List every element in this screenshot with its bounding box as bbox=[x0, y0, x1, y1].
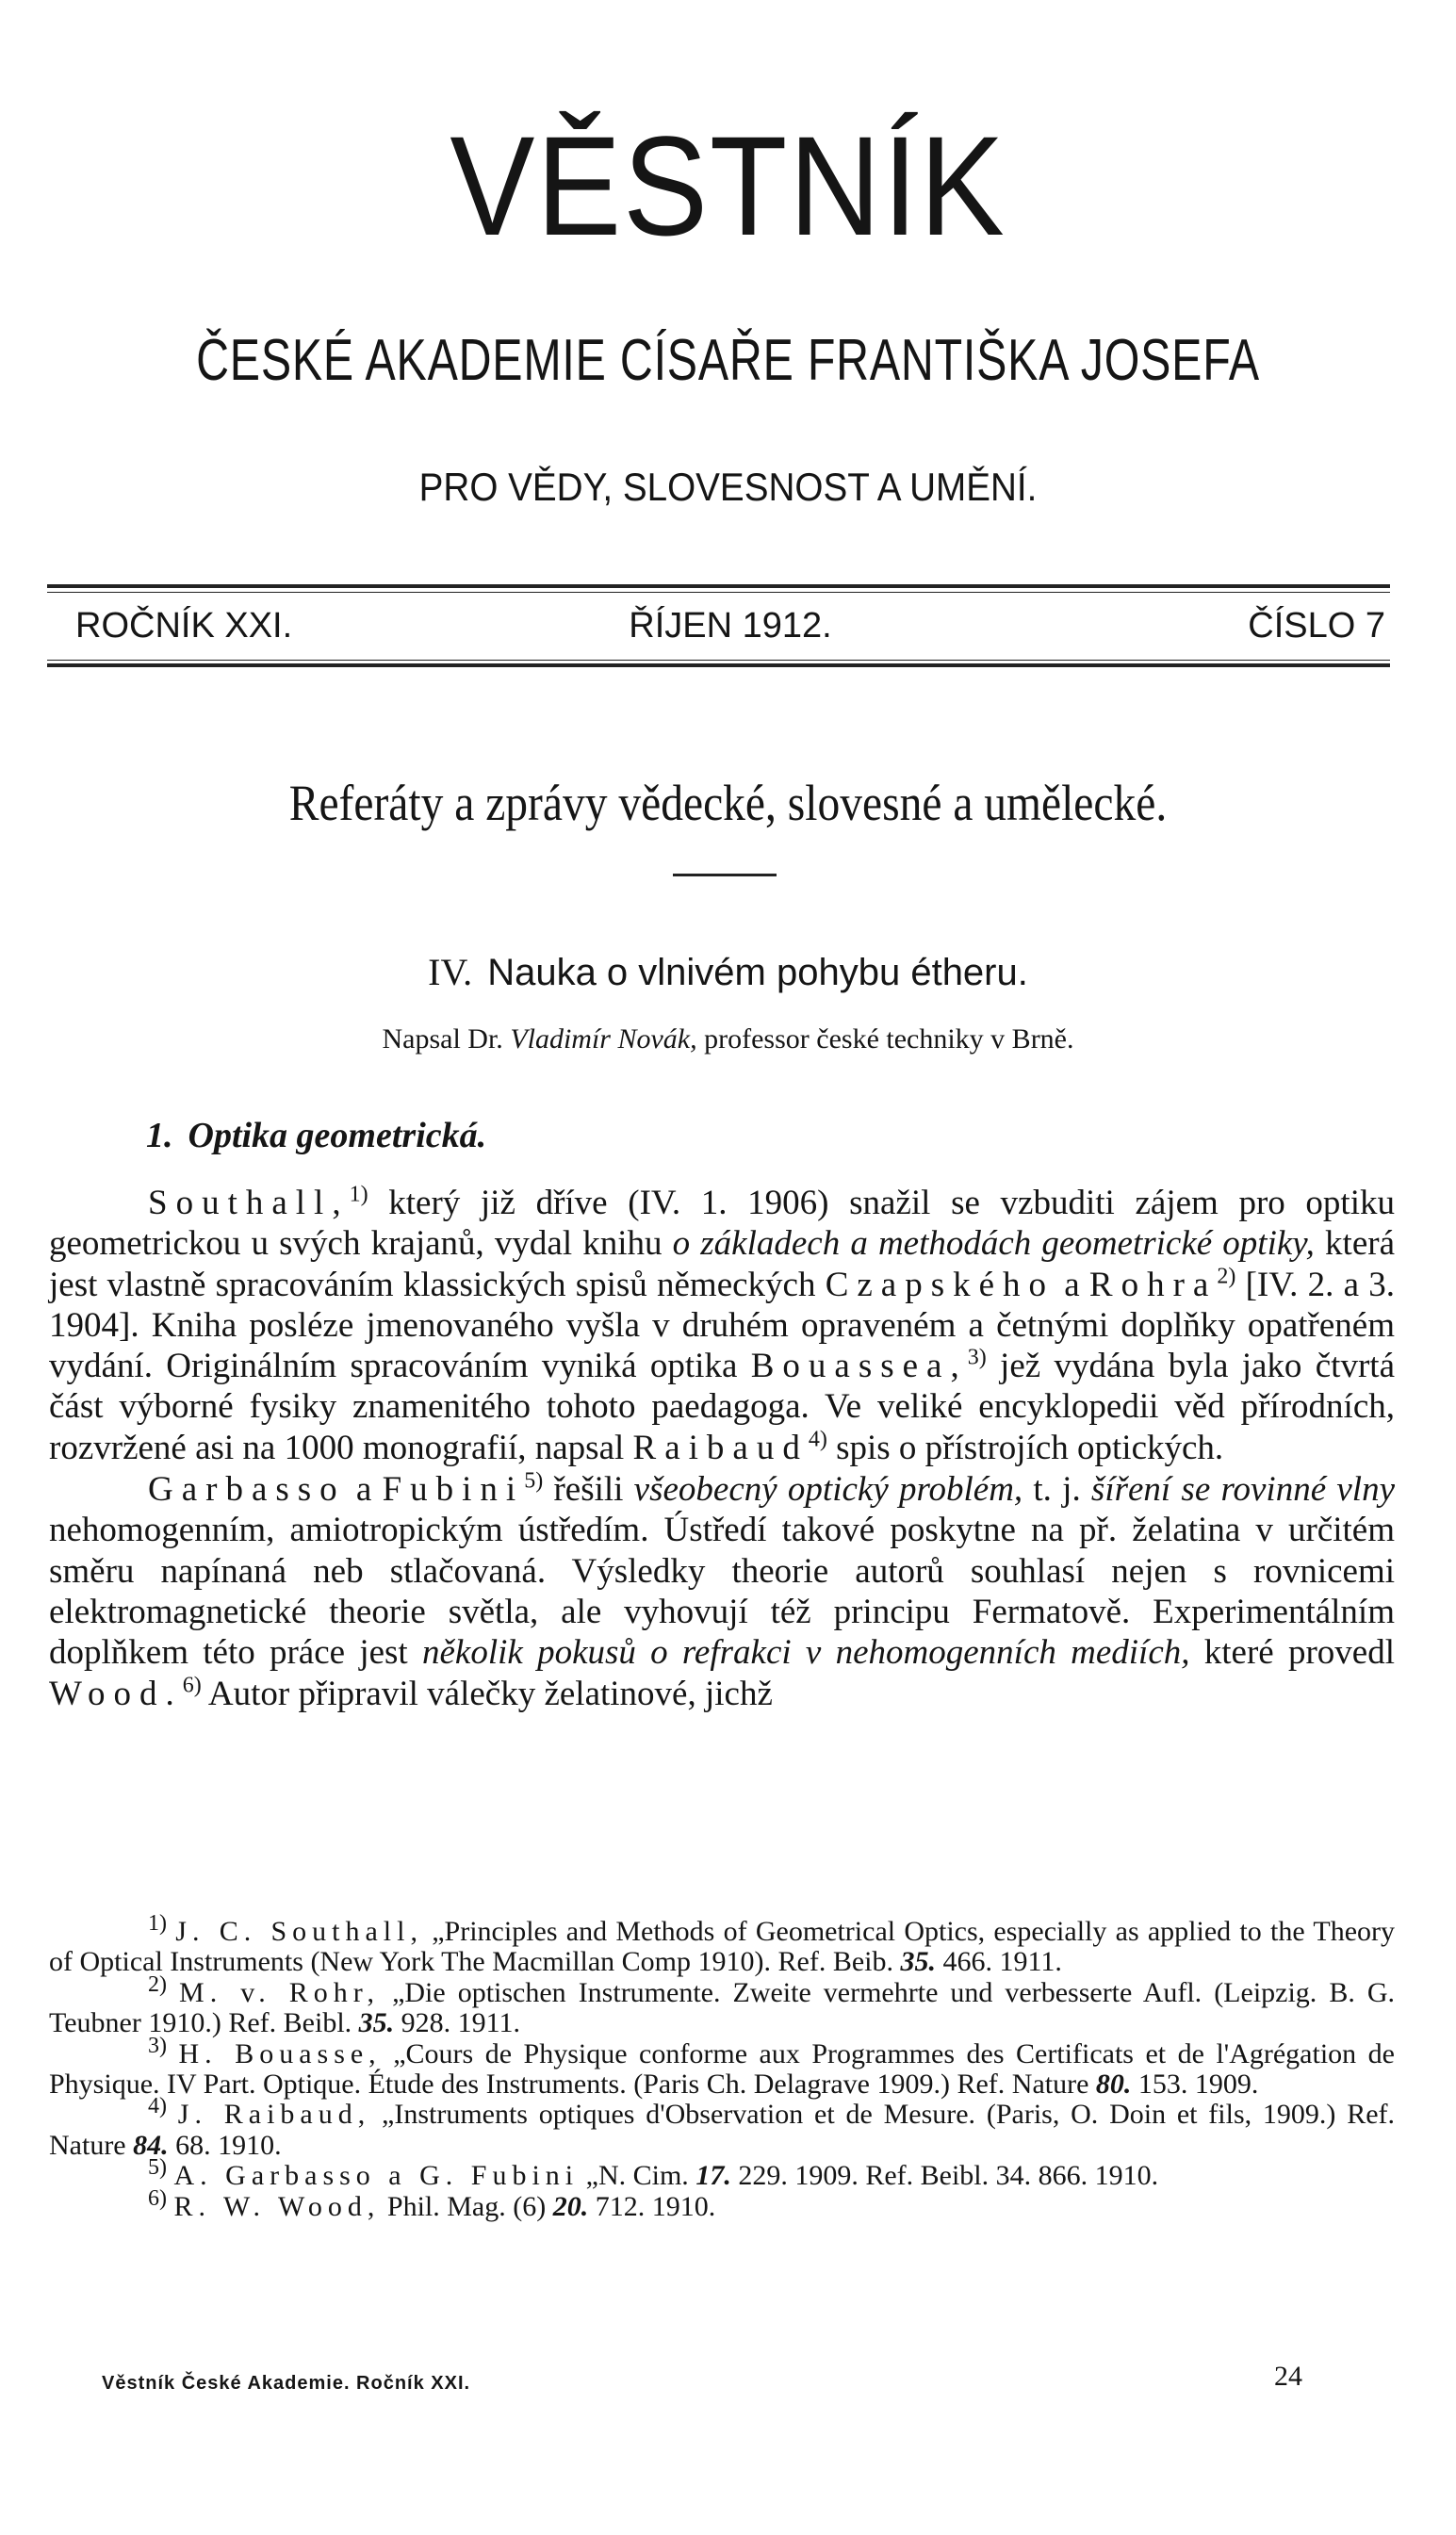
text-run: řešili bbox=[543, 1470, 634, 1510]
footnote-mark: 4) bbox=[148, 2094, 167, 2119]
footnote-ref[interactable]: 2) bbox=[1217, 1264, 1236, 1289]
footnote-ref[interactable]: 3) bbox=[967, 1345, 987, 1370]
subsection-heading bbox=[146, 1115, 486, 1156]
footnote-ref[interactable]: 4) bbox=[808, 1427, 827, 1452]
footnote-volume: 17. bbox=[695, 2160, 731, 2192]
article-number: IV. bbox=[428, 951, 473, 993]
footnote-names: J. C. Southall, bbox=[175, 1916, 423, 1947]
byline-suffix: professor české techniky v Brně. bbox=[704, 1023, 1074, 1055]
footnote-2 bbox=[49, 1971, 1395, 2039]
footnote-volume: 84. bbox=[133, 2129, 169, 2161]
footnote-text: „Instruments optiques d'Observation et de Mesure. (Paris, O. Doin et fils, 1909.) Ref. Nature bbox=[49, 2099, 1396, 2161]
text-run: a bbox=[345, 1470, 383, 1510]
footnote-ref[interactable]: 6) bbox=[182, 1673, 202, 1698]
journal-title: VĚSTNÍK bbox=[450, 106, 1006, 265]
footnote-names: A. Garbasso a G. Fubini bbox=[173, 2160, 580, 2192]
footnote-volume: 35. bbox=[358, 2007, 395, 2039]
footnote-mark: 5) bbox=[148, 2155, 167, 2181]
text-run: spis o přístrojích optických. bbox=[826, 1428, 1224, 1467]
footnote-text: „Die optischen Instrumente. Zweite vermehrte und verbesserte Aufl. (Leipzig. B. G. Teubner 1910.) Ref. Beibl. bbox=[49, 1976, 1395, 2039]
footnote-text: „N. Cim. bbox=[579, 2160, 696, 2192]
footnote-mark: 3) bbox=[148, 2033, 167, 2058]
subsection-title: Optika geometrická. bbox=[188, 1116, 487, 1155]
author-ref: Czapského bbox=[825, 1265, 1055, 1304]
author-ref: Raibaud bbox=[632, 1428, 809, 1467]
text-run: nehomogenním, amiotropickým ústředím. Ústředí takové poskytne na př. želatina v určitém směru napínaná neb stlačovaná. Výsledky theorie autorů souhlasí nejen s rovnicemi elektromagnetické theorie světla, ale vyhovují též principu Fermatově. Experimentálním doplňkem této práce jest bbox=[49, 1511, 1395, 1673]
section-title: Referáty a zprávy vědecké, slovesné a umělecké. bbox=[288, 775, 1168, 831]
author-ref: Bouassea, bbox=[750, 1347, 968, 1386]
author-ref: Wood. bbox=[49, 1674, 183, 1713]
footnote-mark: 1) bbox=[148, 1911, 167, 1936]
book-title: o základech a methodách geometrické optiky, bbox=[672, 1224, 1315, 1264]
section-divider bbox=[673, 874, 777, 876]
author-ref: Southall, bbox=[148, 1184, 350, 1222]
article-body bbox=[49, 1183, 1395, 1714]
footnote-5 bbox=[49, 2155, 1395, 2192]
top-rule-thin bbox=[47, 592, 1390, 593]
paragraph-2 bbox=[49, 1469, 1395, 1714]
text-run: který již dříve (IV. 1. 1906) snažil se vzbuditi zájem pro optiku geometrickou u svých krajanů, vydal knihu bbox=[49, 1184, 1395, 1264]
article-title: Nauka o vlnivém pohybu étheru. bbox=[487, 952, 1028, 993]
article-heading bbox=[0, 950, 1456, 995]
footnote-volume: 35. bbox=[900, 1946, 936, 1978]
text-run: které provedl bbox=[1189, 1633, 1396, 1673]
issue-date: ŘÍJEN 1912. bbox=[629, 606, 832, 646]
footnote-tail: 68. 1910. bbox=[168, 2129, 282, 2161]
byline-prefix: Napsal Dr. bbox=[382, 1023, 503, 1055]
footnote-6 bbox=[49, 2185, 1395, 2222]
footnote-ref[interactable]: 5) bbox=[524, 1468, 544, 1494]
footnote-mark: 6) bbox=[148, 2185, 167, 2211]
subsection-number: 1. bbox=[146, 1116, 173, 1155]
issue-bar bbox=[75, 601, 1385, 650]
footnote-volume: 80. bbox=[1095, 2069, 1132, 2101]
footnote-mark: 2) bbox=[148, 1971, 167, 1997]
footnote-1 bbox=[49, 1911, 1396, 1978]
page-number: 24 bbox=[1274, 2361, 1302, 2392]
text-run: jež vydána byla jako čtvrtá část výborné fysiky znamenitého tohoto paedagoga. Ve veliké encyklopedii věd přírodních, rozvržené asi na 1000 monografií, napsal bbox=[49, 1347, 1395, 1467]
footnote-4 bbox=[49, 2094, 1396, 2161]
emphasis: několik pokusů o refrakci v nehomogenních mediích, bbox=[421, 1633, 1190, 1673]
journal-subtitle-2: PRO VĚDY, SLOVESNOST A UMĚNÍ. bbox=[418, 465, 1038, 509]
footnote-3 bbox=[49, 2033, 1395, 2101]
text-run: a bbox=[1055, 1265, 1089, 1304]
footnote-names: M. v. Rohr, bbox=[179, 1976, 381, 2008]
footnote-ref[interactable]: 1) bbox=[349, 1182, 368, 1207]
author-ref: Fubini bbox=[382, 1470, 525, 1510]
footnote-text: Phil. Mag. (6) bbox=[380, 2190, 553, 2222]
bottom-rule-thin bbox=[47, 660, 1390, 661]
running-footer: Věstník České Akademie. Ročník XXI. bbox=[102, 2373, 471, 2394]
text-run: t. j. bbox=[1022, 1470, 1091, 1510]
footnotes bbox=[49, 1911, 1396, 2222]
author-ref: Rohra bbox=[1088, 1265, 1218, 1304]
bottom-rule-thick bbox=[47, 663, 1390, 667]
top-rule-thick bbox=[47, 584, 1390, 588]
journal-subtitle: ČESKÉ AKADEMIE CÍSAŘE FRANTIŠKA JOSEFA bbox=[196, 328, 1260, 393]
author-name: Vladimír Novák, bbox=[510, 1023, 697, 1055]
issue-number: ČÍSLO 7 bbox=[1248, 606, 1385, 646]
footnote-names: R. W. Wood, bbox=[173, 2190, 381, 2222]
text-run: která jest vlastně spracováním klassických spisů německých bbox=[49, 1224, 1395, 1304]
emphasis: šíření se rovinné vlny bbox=[1090, 1470, 1395, 1510]
footnote-tail: 712. 1910. bbox=[588, 2190, 716, 2222]
byline bbox=[0, 1021, 1456, 1057]
text-run: Autor připravil válečky želatinové, jichž bbox=[201, 1674, 773, 1713]
author-ref: Garbasso bbox=[148, 1470, 346, 1510]
footnote-text: „Principles and Methods of Geometrical Optics, especially as applied to the Theory of Optical Instruments (New York The Macmillan Comp 1910). Ref. Beib. bbox=[49, 1916, 1396, 1978]
footnote-names: H. Bouasse, bbox=[178, 2037, 382, 2069]
text-run: [IV. 2. a 3. 1904]. Kniha posléze jmenovaného vyšla v druhém opraveném a četnými doplňky opatřeném vydání. Originálním spracováním vyniká optika bbox=[49, 1265, 1395, 1386]
emphasis: všeobecný optický problém, bbox=[633, 1470, 1023, 1510]
footnote-tail: 229. 1909. Ref. Beibl. 34. 866. 1910. bbox=[730, 2160, 1159, 2192]
footnote-tail: 928. 1911. bbox=[394, 2007, 521, 2039]
footnote-tail: 466. 1911. bbox=[936, 1946, 1062, 1978]
footnote-volume: 20. bbox=[552, 2190, 589, 2222]
footnote-tail: 153. 1909. bbox=[1131, 2069, 1259, 2101]
volume-label: ROČNÍK XXI. bbox=[75, 606, 293, 646]
paragraph-1 bbox=[49, 1183, 1395, 1468]
footnote-text: „Cours de Physique conforme aux Programmes des Certificats et de l'Agrégation de Physique. IV Part. Optique. Étude des Instruments. (Paris Ch. Delagrave 1909.) Ref. Nature bbox=[49, 2037, 1395, 2101]
footnote-names: J. Raibaud, bbox=[177, 2099, 371, 2131]
